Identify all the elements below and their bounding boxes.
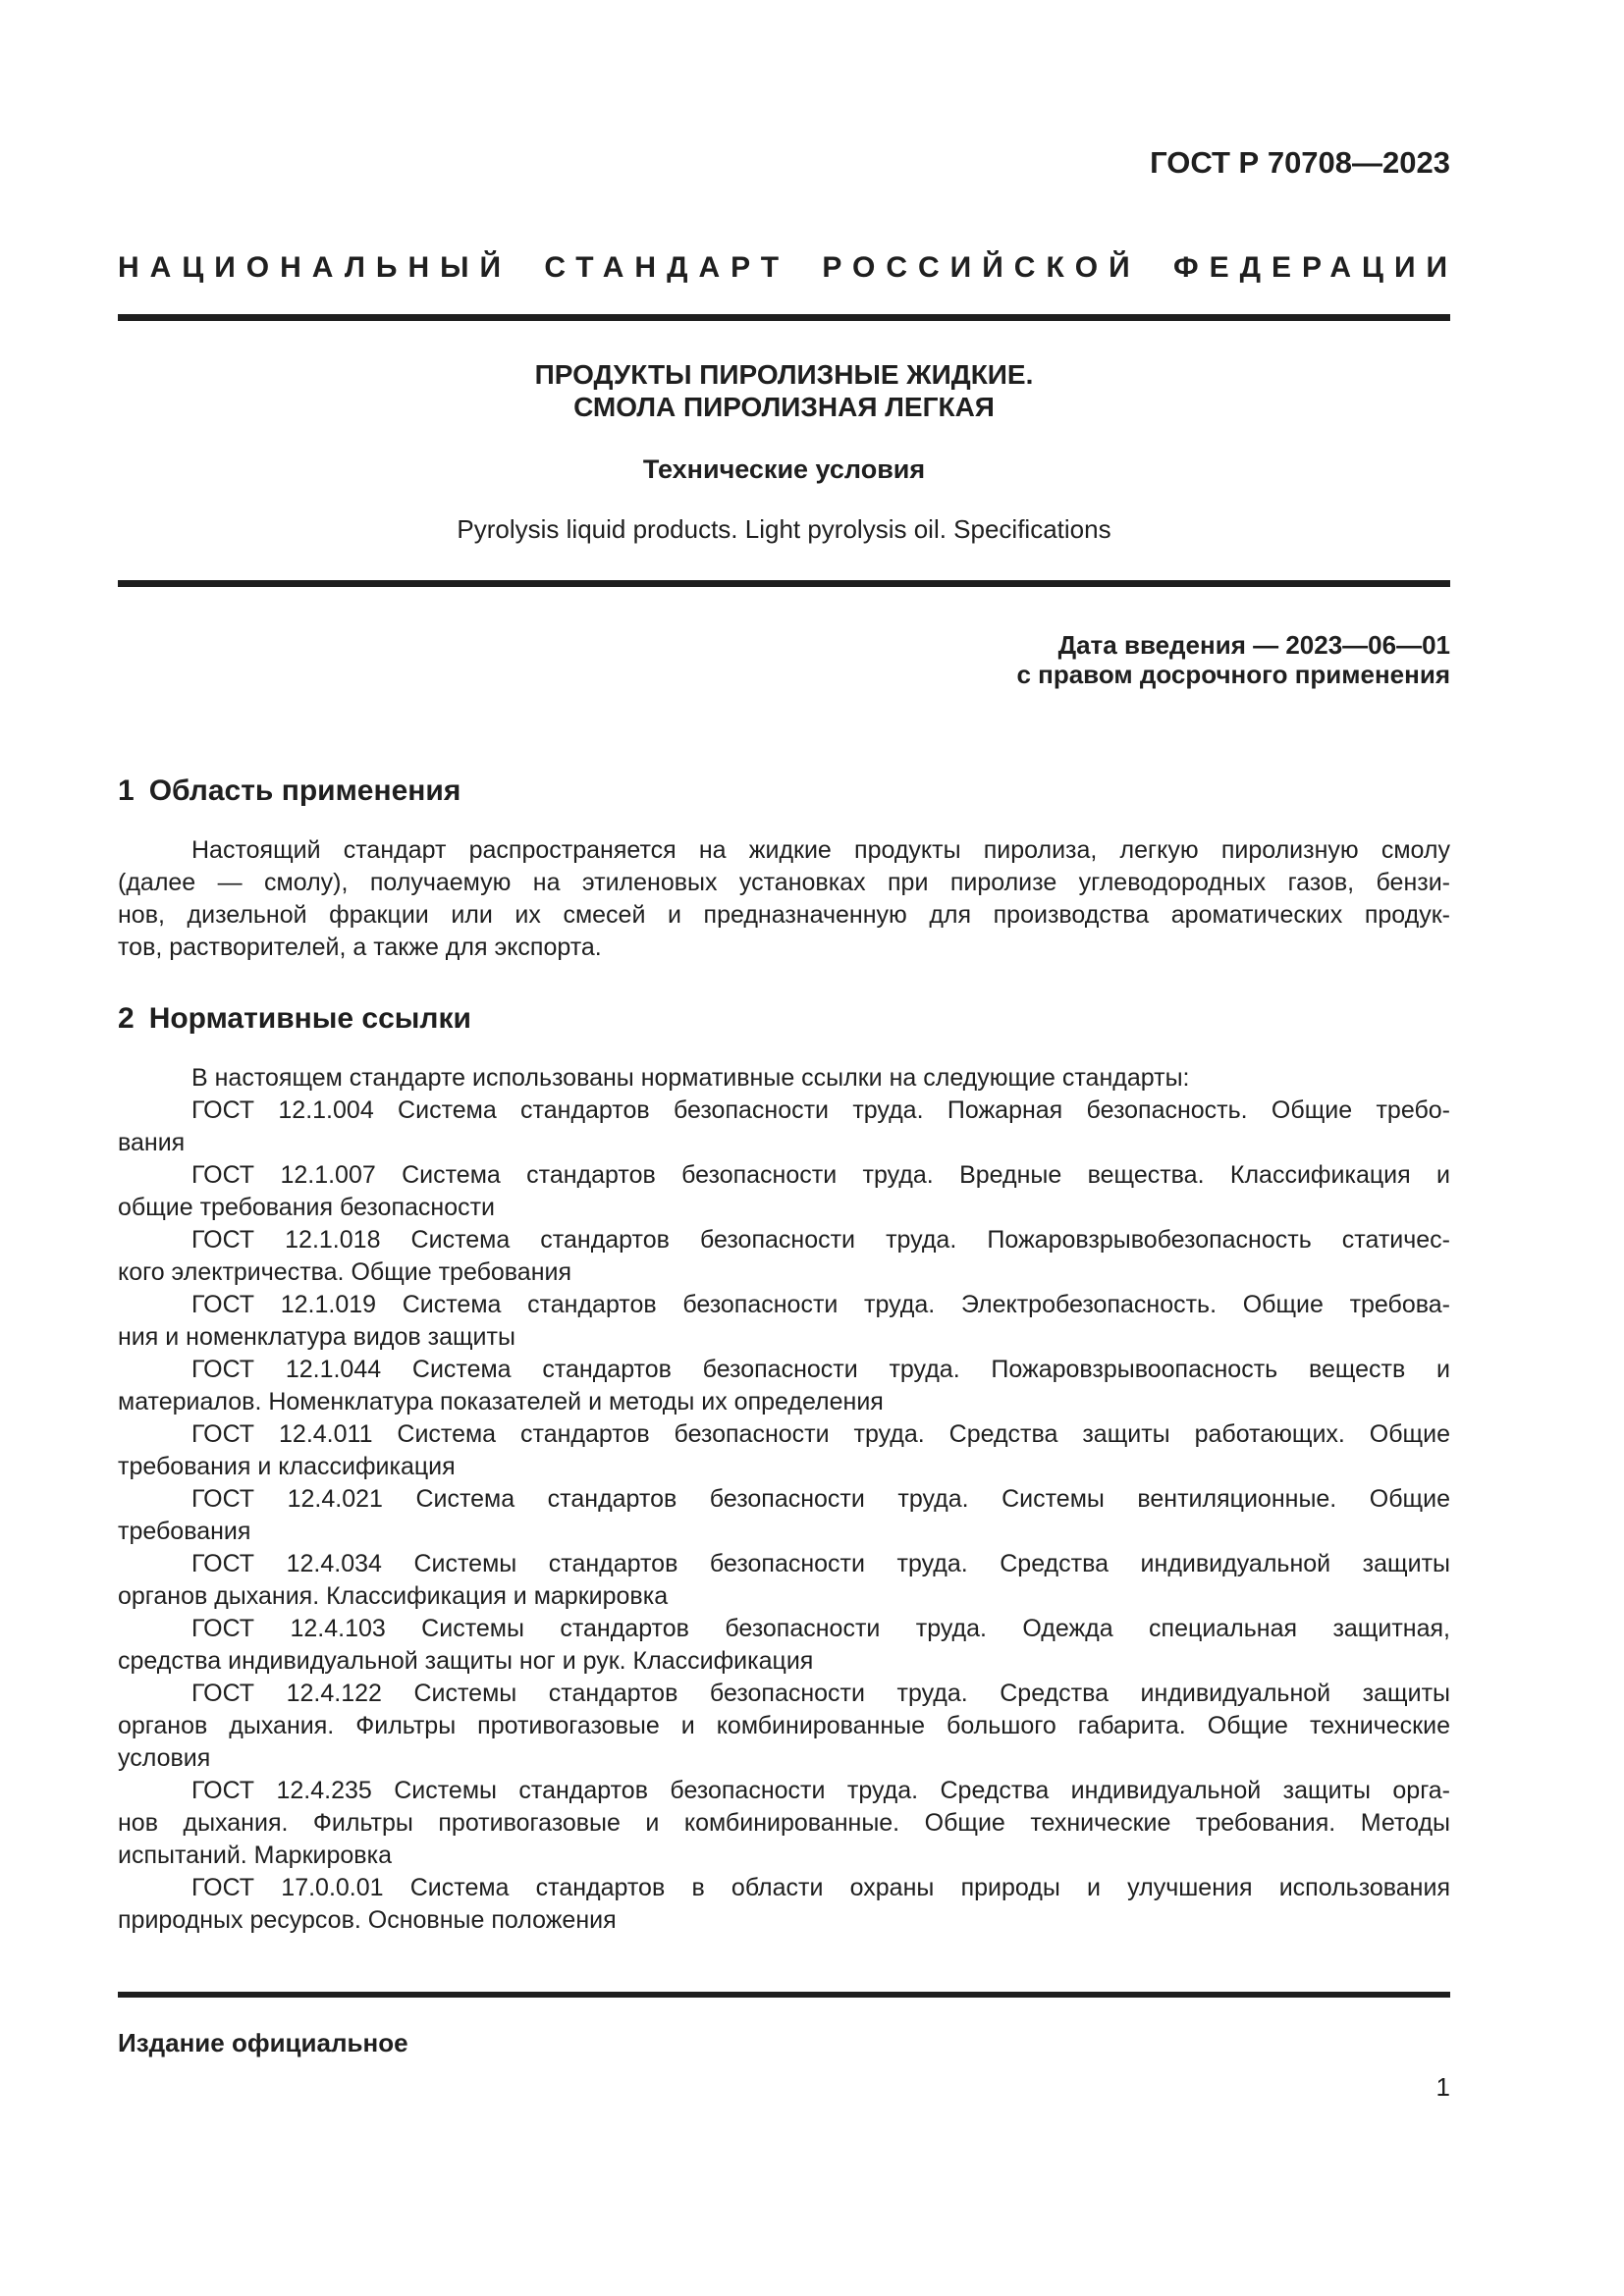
text-line: ГОСТ 12.1.019 Система стандартов безопасности труда. Электробезопасность. Общие требова- xyxy=(191,1291,1450,1318)
text-line: ГОСТ 17.0.0.01 Система стандартов в области охраны природы и улучшения использования xyxy=(191,1874,1450,1901)
section-2-title: Нормативные ссылки xyxy=(148,1002,471,1035)
text-line: ГОСТ 12.4.122 Системы стандартов безопасности труда. Средства индивидуальной защиты xyxy=(191,1680,1450,1707)
document-subtitle: Технические условия xyxy=(642,454,926,484)
section-1-heading xyxy=(118,774,1450,809)
document-title-english: Pyrolysis liquid products. Light pyrolysis oil. Specifications xyxy=(457,514,1111,544)
doc-code: ГОСТ Р 70708—2023 xyxy=(1150,145,1450,180)
text-line: природных ресурсов. Основные положения xyxy=(118,1906,617,1934)
section-1-number: 1 xyxy=(118,774,135,807)
text-line: органов дыхания. Классификация и маркировка xyxy=(118,1582,669,1610)
section-1-body xyxy=(118,834,1450,964)
text-line: В настоящем стандарте использованы нормативные ссылки на следующие стандарты: xyxy=(191,1064,1190,1092)
title-divider-rule xyxy=(118,580,1450,587)
header-divider-rule xyxy=(118,314,1450,321)
text-line: Настоящий стандарт распространяется на жидкие продукты пиролиза, легкую пиролизную смолу xyxy=(191,836,1450,864)
page-number: 1 xyxy=(1435,2072,1450,2102)
text-line: ГОСТ 12.4.021 Система стандартов безопасности труда. Системы вентиляционные. Общие xyxy=(191,1485,1450,1513)
text-line: кого электричества. Общие требования xyxy=(118,1258,572,1286)
section-2-heading xyxy=(118,1001,1450,1037)
text-line: нов дыхания. Фильтры противогазовые и комбинированные. Общие технические требования. Методы xyxy=(118,1809,1450,1837)
text-line: ГОСТ 12.4.235 Системы стандартов безопасности труда. Средства индивидуальной защиты орга- xyxy=(191,1777,1450,1804)
text-line: условия xyxy=(118,1744,211,1772)
section-2-number: 2 xyxy=(118,1002,135,1035)
footer-divider-rule xyxy=(118,1992,1450,1998)
text-line: ГОСТ 12.4.103 Системы стандартов безопасности труда. Одежда специальная защитная, xyxy=(191,1615,1450,1642)
section-2-body xyxy=(118,1062,1450,1937)
text-line: вания xyxy=(118,1129,186,1156)
early-application-note: с правом досрочного применения xyxy=(1016,660,1450,689)
effective-date-block xyxy=(118,630,1450,689)
document-title-line-1: ПРОДУКТЫ ПИРОЛИЗНЫЕ ЖИДКИЕ. xyxy=(534,359,1034,390)
text-line: ГОСТ 12.1.007 Система стандартов безопасности труда. Вредные вещества. Классификация и xyxy=(191,1161,1450,1189)
text-line: органов дыхания. Фильтры противогазовые и комбинированные большого габарита. Общие технические xyxy=(118,1712,1450,1739)
text-line: ГОСТ 12.4.034 Системы стандартов безопасности труда. Средства индивидуальной защиты xyxy=(191,1550,1450,1577)
document-title xyxy=(118,358,1450,423)
text-line: тов, растворителей, а также для экспорта. xyxy=(118,934,602,961)
text-line: требования xyxy=(118,1518,251,1545)
text-line: (далее — смолу), получаемую на этиленовых установках при пиролизе углеводородных газов, бензи- xyxy=(118,869,1450,896)
text-line: ГОСТ 12.4.011 Система стандартов безопасности труда. Средства защиты работающих. Общие xyxy=(191,1420,1450,1448)
national-standard-banner: НАЦИОНАЛЬНЫЙ СТАНДАРТ РОССИЙСКОЙ ФЕДЕРАЦИИ xyxy=(118,251,1459,284)
text-line: ГОСТ 12.1.018 Система стандартов безопасности труда. Пожаровзрывобезопасность статичес- xyxy=(191,1226,1450,1254)
text-line: общие требования безопасности xyxy=(118,1194,496,1221)
text-line: ГОСТ 12.1.004 Система стандартов безопасности труда. Пожарная безопасность. Общие требо- xyxy=(191,1096,1450,1124)
text-line: испытаний. Маркировка xyxy=(118,1842,392,1869)
text-line: ния и номенклатура видов защиты xyxy=(118,1323,515,1351)
text-line: материалов. Номенклатура показателей и методы их определения xyxy=(118,1388,884,1415)
text-line: средства индивидуальной защиты ног и рук. Классификация xyxy=(118,1647,814,1675)
effective-date-line: Дата введения — 2023—06—01 xyxy=(1057,630,1450,660)
text-line: ГОСТ 12.1.044 Система стандартов безопасности труда. Пожаровзрывоопасность веществ и xyxy=(191,1356,1450,1383)
official-edition-imprint: Издание официальное xyxy=(118,2028,408,2057)
section-1-title: Область применения xyxy=(148,774,461,807)
text-line: требования и классификация xyxy=(118,1453,456,1480)
document-title-line-2: СМОЛА ПИРОЛИЗНАЯ ЛЕГКАЯ xyxy=(573,392,995,422)
text-line: нов, дизельной фракции или их смесей и предназначенную для производства ароматических продук- xyxy=(118,901,1450,929)
